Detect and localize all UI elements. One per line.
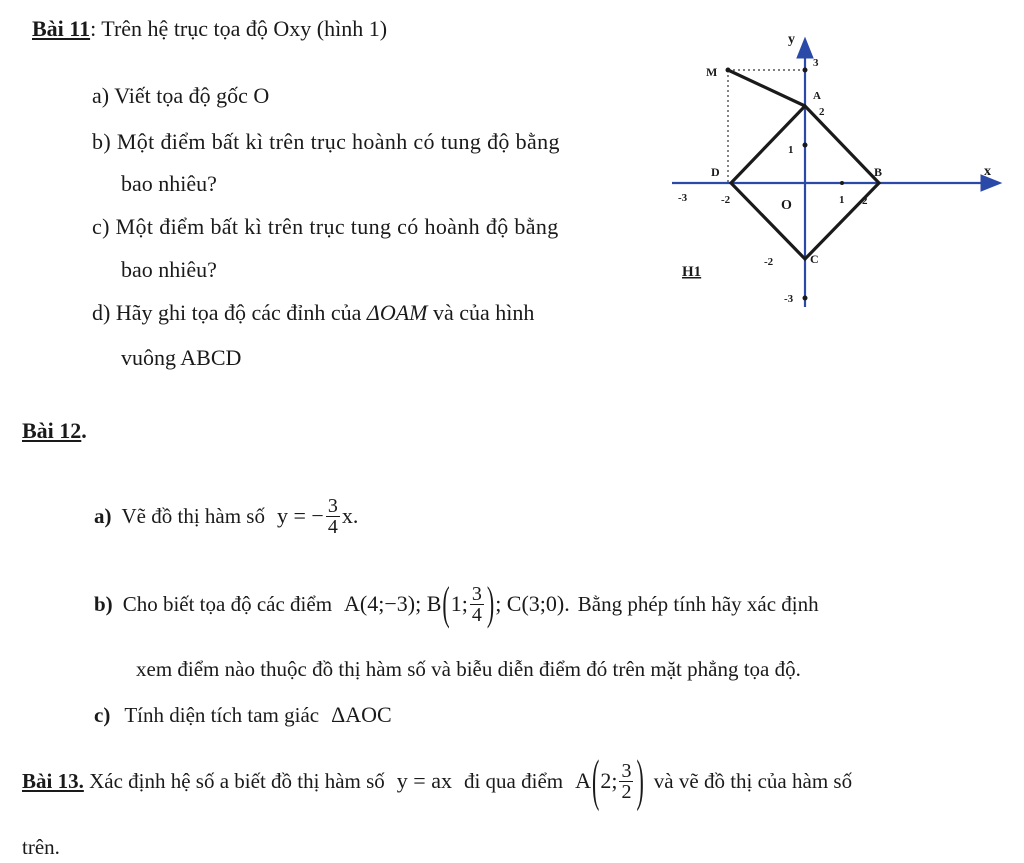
bai11-c-line2: bao nhiêu? xyxy=(121,257,217,282)
paren-left: ( xyxy=(592,747,600,813)
fraction-numerator: 3 xyxy=(327,494,338,517)
bai13-point-a-inner: 2; xyxy=(600,768,618,793)
bai12-a-math-post: x. xyxy=(341,503,359,528)
bai11-heading: Bài 11 xyxy=(32,16,91,41)
bai12-heading: Bài 12 xyxy=(22,418,82,443)
fraction-denominator: 2 xyxy=(621,780,632,803)
point-y3-dot xyxy=(803,68,808,73)
tick-y1: 1 xyxy=(788,144,794,156)
bai12-b-line1 xyxy=(94,573,819,635)
bai13-text3: và vẽ đồ thị của hàm số xyxy=(653,768,853,793)
bai12-heading-dot: . xyxy=(81,418,87,443)
paren-right: ) xyxy=(636,747,644,813)
tick-x1: 1 xyxy=(839,194,845,206)
y-axis-label: y xyxy=(788,32,795,47)
bai13-line2: trên. xyxy=(22,835,60,859)
bai12-title xyxy=(22,418,87,444)
bai12-b-point-a: A(4;−3); B xyxy=(344,591,442,616)
coordinate-figure xyxy=(664,25,1024,325)
tick-x-neg2: -2 xyxy=(721,194,731,206)
bai12-c-text: Tính diện tích tam giác xyxy=(124,702,320,727)
bai12-b-text2: Bằng phép tính hãy xác định xyxy=(577,591,819,616)
bai11-d-text: d) Hãy ghi tọa độ các đỉnh của xyxy=(92,300,367,325)
tick-x-neg3: -3 xyxy=(678,192,688,204)
bai11-d-math: ΔOAM xyxy=(366,300,428,325)
bai12-c-label: c) xyxy=(94,702,111,727)
bai12-c-math: ΔAOC xyxy=(331,702,392,727)
tick-y-neg3: -3 xyxy=(784,293,794,305)
bai11-a: a) Viết tọa độ gốc O xyxy=(92,83,270,108)
fraction-denominator: 4 xyxy=(327,515,338,538)
x-axis-label: x xyxy=(984,164,991,179)
bai12-b-point-c: ; C(3;0). xyxy=(495,591,570,616)
bai12-a-label: a) xyxy=(94,503,112,528)
bai12-a-text: Vẽ đồ thị hàm số xyxy=(121,503,265,528)
point-y1-dot xyxy=(803,143,808,148)
bai11-heading-rest: : Trên hệ trục tọa độ Oxy (hình 1) xyxy=(90,16,388,41)
bai11-b-line1: b) Một điểm bất kì trên trục hoành có tung độ bằng xyxy=(92,129,560,154)
tick-y3: 3 xyxy=(813,57,819,69)
tick-x2: 2 xyxy=(862,195,868,207)
bai12-b-line2: xem điểm nào thuộc đồ thị hàm số và biễu diễn điểm đó trên mặt phẳng tọa độ. xyxy=(136,657,801,681)
bai13-point-a: A xyxy=(575,768,592,793)
fraction-numerator: 3 xyxy=(471,582,482,605)
bai12-c xyxy=(94,702,392,728)
point-m-dot xyxy=(726,68,731,73)
point-c-label: C xyxy=(810,252,819,266)
bai12-b-point-b-pre: 1; xyxy=(450,591,468,616)
bai11-d-line1 xyxy=(92,300,534,326)
point-m-label: M xyxy=(706,65,718,79)
point-a-label: A xyxy=(813,90,821,102)
point-d-label: D xyxy=(711,165,720,179)
bai13-line1 xyxy=(22,748,852,814)
bai11-c-line1: c) Một điểm bất kì trên trục tung có hoành độ bằng xyxy=(92,214,559,239)
bai12-b-label: b) xyxy=(94,591,113,616)
bai13-math: y = ax xyxy=(396,768,452,793)
bai11-b-line2: bao nhiêu? xyxy=(121,171,217,196)
tick-y-neg2: -2 xyxy=(764,256,774,268)
tick-y2: 2 xyxy=(819,106,825,118)
bai12-b-text: Cho biết tọa độ các điểm xyxy=(122,591,333,616)
segment-ma xyxy=(728,70,805,106)
bai13-text1: Xác định hệ số a biết đồ thị hàm số xyxy=(83,768,385,793)
paren-left: ( xyxy=(442,576,450,630)
paren-right: ) xyxy=(486,576,495,630)
bai12-a-fraction xyxy=(326,496,340,537)
bai13-heading: Bài 13. xyxy=(22,768,84,793)
bai11-title xyxy=(32,16,387,42)
point-b-label: B xyxy=(874,165,883,179)
bai11-d-line2: vuông ABCD xyxy=(121,345,242,370)
bai12-a xyxy=(94,486,358,546)
bai11-d-text-post: và của hình xyxy=(427,300,535,325)
point-x1-dot xyxy=(840,181,844,185)
bai13-fraction xyxy=(619,761,633,802)
figure-caption: H1 xyxy=(682,264,702,280)
bai13-text2: đi qua điểm xyxy=(463,768,564,793)
bai12-b-fraction xyxy=(470,584,484,625)
origin-label: O xyxy=(781,198,792,213)
point-yneg3-dot xyxy=(803,296,808,301)
fraction-numerator: 3 xyxy=(621,759,632,782)
fraction-denominator: 4 xyxy=(471,603,482,626)
bai12-a-math-pre: y = − xyxy=(276,503,324,528)
